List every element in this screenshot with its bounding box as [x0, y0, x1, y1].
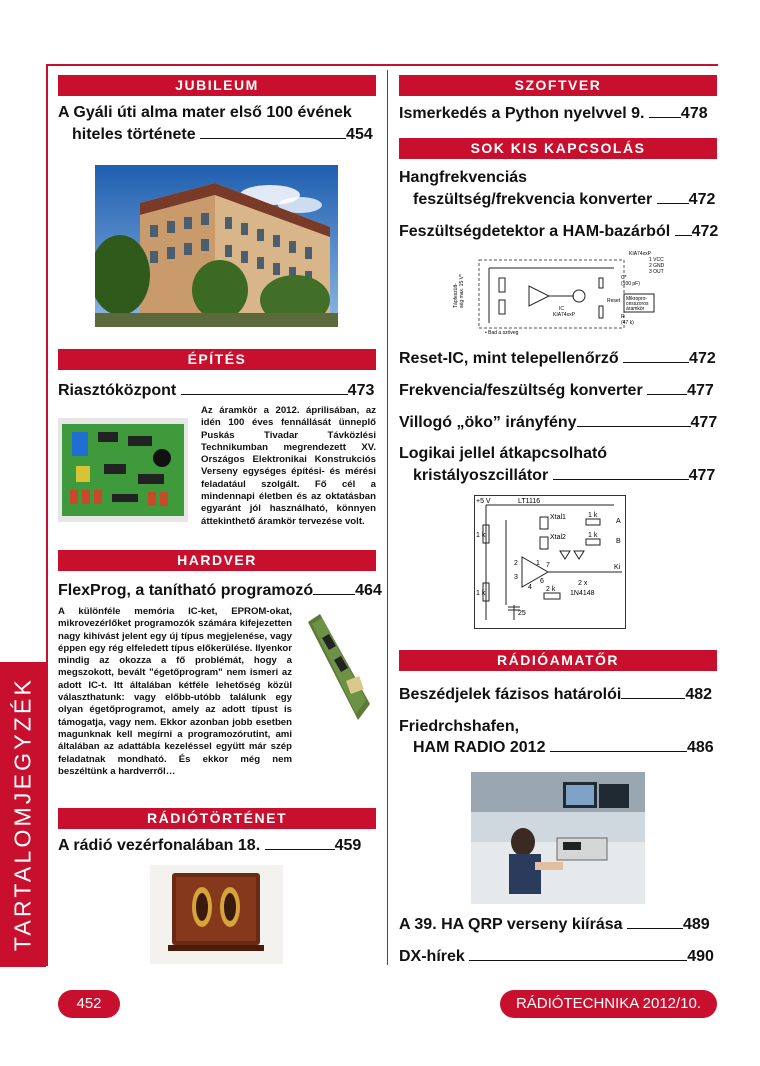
schematic-label: (100 pF)	[621, 281, 640, 287]
article-title: DX-hírek	[399, 948, 465, 965]
section-header-szoftver: SZOFTVER	[399, 75, 717, 96]
magazine-badge: RÁDIÓTECHNIKA 2012/10.	[500, 990, 717, 1018]
schematic-label: 1 VCC	[649, 257, 664, 263]
schematic-label: Ki	[614, 564, 621, 571]
schematic-label: 4	[528, 584, 532, 591]
schematic-label: (47 k)	[621, 320, 634, 326]
article-title-line: kristályoszcillátor	[413, 467, 549, 484]
article-entry-kristaly[interactable]	[413, 465, 715, 487]
article-entry-feszultsegdetektor[interactable]	[399, 221, 718, 243]
article-entry-beszedjelek[interactable]	[399, 684, 712, 706]
schematic-label: B	[616, 538, 621, 545]
schematic-label: Xtal2	[550, 534, 566, 541]
article-entry-villogo[interactable]	[399, 412, 717, 434]
schematic-label: 1 k	[476, 532, 486, 539]
schematic-label: 1 k	[588, 532, 598, 539]
article-entry-hangfrekvencias[interactable]	[413, 189, 715, 211]
school-building-photo	[95, 165, 338, 327]
article-entry-hamradio[interactable]	[413, 737, 714, 759]
schematic-label: Tápfeszült-	[453, 283, 459, 308]
article-title-line: HAM RADIO 2012	[413, 739, 546, 756]
article-entry-flexprog[interactable]	[58, 580, 382, 602]
section-header-jubileum: JUBILEUM	[58, 75, 376, 96]
programmer-board-photo	[300, 608, 376, 728]
section-header-kapcsolas: SOK KIS KAPCSOLÁS	[399, 138, 717, 159]
page-number: 478	[680, 105, 708, 122]
schematic-label: 1 k	[476, 590, 486, 597]
detector-schematic	[449, 248, 669, 338]
article-title-line: hiteles története	[72, 126, 196, 143]
schematic-label: 3	[514, 574, 518, 581]
article-title: Ismerkedés a Python nyelvvel 9.	[399, 105, 645, 122]
article-blurb: Az áramkör a 2012. áprilisában, az idén 100 éves fennállását ünneplő Puskás Tivadar Távközlési Technikumban megrendezett XV. Országos Elektronikai Konstrukciós Verseny egységes építési- és mérési feladatául szolgált. Fő cél a mindennapi életben és az oktatásban egyaránt jól használható, könnyen áttekinthető áramkör tervezése volt.	[201, 405, 376, 527]
antique-radio-photo	[150, 865, 283, 964]
schematic-label: ség max. 15 V*	[459, 274, 465, 308]
article-title: Reset-IC, mint telepellenőrző	[399, 350, 619, 367]
article-title-line[interactable]: Friedrchshafen,	[399, 718, 520, 735]
schematic-label: IC	[559, 306, 564, 312]
page-number: 477	[690, 414, 718, 431]
section-header-epites: ÉPÍTÉS	[58, 349, 376, 370]
page-number: 472	[689, 350, 716, 367]
schematic-label: 2	[514, 560, 518, 567]
page-number: 473	[347, 382, 375, 399]
schematic-label: 1	[536, 560, 540, 567]
oscillator-schematic	[474, 495, 626, 629]
article-entry-reset-ic[interactable]	[399, 348, 716, 370]
article-blurb: A különféle memória IC-ket, EPROM-okat, mikrovezérlőket programozók számára kifejezetten nagy kihívást jelent egy új típus megjelenése, vagy éppen egy rég elfeledett típus előkerülése. Ilyenkor mindig az okozza a fő problémát, hogy a megszokott, bevált "égetőprogram" nem ismeri az adott IC-t. Itt általában kétféle lehetőség közül választhatunk: vagy előbb-utóbb találunk egy olyan égetőprogramot, amely az adott típust is támogatja, vagy nem. Ekkor azonban jobb esetben magunknak kell megírni a programozórutint, ami általában az adattábla kezeléssel együtt már szép feladatnak mondható. És ekkor még nem beszéltünk a hardverről…	[58, 606, 292, 777]
column-divider	[387, 70, 388, 965]
article-title: Riasztóközpont	[58, 382, 177, 399]
schematic-label: 1 k	[588, 512, 598, 519]
page-number: 454	[346, 126, 373, 143]
page-number: 482	[685, 686, 713, 703]
schematic-label: 6	[540, 578, 544, 585]
schematic-label: 2 GND	[649, 263, 665, 269]
schematic-label: 3 OUT	[649, 269, 664, 275]
article-entry-riaszto[interactable]	[58, 380, 374, 402]
top-rule	[46, 64, 718, 66]
section-header-radiotortenet: RÁDIÓTÖRTÉNET	[58, 808, 376, 829]
article-entry-vezerfonal[interactable]	[58, 835, 361, 857]
article-title: FlexProg, a tanítható programozó	[58, 582, 314, 599]
article-title: A 39. HA QRP verseny kiírása	[399, 916, 623, 933]
article-entry-qrp[interactable]	[399, 914, 710, 936]
schematic-label: R	[621, 314, 625, 320]
article-title: Villogó „öko” irányfény	[399, 414, 577, 431]
left-rule	[46, 64, 48, 966]
schematic-label: LT1116	[518, 498, 541, 505]
schematic-label: 25	[518, 610, 526, 617]
page-number: 464	[355, 582, 382, 599]
schematic-label: 1N4148	[570, 590, 595, 597]
page-number: 490	[687, 948, 714, 965]
page-number: 477	[688, 467, 716, 484]
schematic-label: • Bad a szöveg	[485, 330, 519, 336]
ham-radio-expo-photo	[471, 772, 645, 904]
schematic-label: 2 x	[578, 580, 588, 587]
schematic-label: áramkör	[626, 306, 645, 312]
schematic-label: cesszoros	[626, 301, 649, 307]
page-number: 472	[691, 223, 719, 240]
schematic-label: A	[616, 518, 621, 525]
page-number: 486	[686, 739, 714, 756]
page-number: 489	[682, 916, 710, 933]
section-header-radioamator: RÁDIÓAMATŐR	[399, 650, 717, 671]
article-title: A rádió vezérfonalában 18.	[58, 837, 261, 854]
article-title-line[interactable]: A Gyáli úti alma mater első 100 évének	[58, 104, 352, 121]
schematic-label: Reset	[607, 298, 621, 304]
article-entry-frekvencia[interactable]	[399, 380, 714, 402]
article-entry-jubileum[interactable]	[72, 124, 373, 146]
schematic-label: Mikropro-	[626, 296, 648, 302]
article-title: Feszültségdetektor a HAM-bazárból	[399, 223, 671, 240]
article-title-line[interactable]: Logikai jellel átkapcsolható	[399, 445, 608, 462]
schematic-label: KIA74xxP	[553, 312, 575, 318]
circuit-board-photo	[58, 418, 188, 522]
page-number: 472	[688, 191, 716, 208]
section-header-hardver: HARDVER	[58, 550, 376, 571]
article-entry-dx[interactable]	[399, 946, 714, 968]
schematic-label: C*	[621, 275, 627, 281]
schematic-label: 7	[546, 562, 550, 569]
article-title-line: feszültség/frekvencia konverter	[413, 191, 653, 208]
article-entry-python[interactable]	[399, 103, 708, 125]
article-title-line[interactable]: Hangfrekvenciás	[399, 169, 528, 186]
page-number-badge: 452	[58, 990, 120, 1018]
side-tab	[0, 662, 46, 967]
schematic-label: 2 k	[546, 586, 556, 593]
article-title: Frekvencia/feszültség konverter	[399, 382, 643, 399]
article-title: Beszédjelek fázisos határolói	[399, 686, 622, 703]
side-label: TARTALOMJEGYZÉK	[9, 676, 36, 952]
page-number: 459	[334, 837, 362, 854]
schematic-label: +5 V	[476, 498, 491, 505]
schematic-label: Xtal1	[550, 514, 566, 521]
schematic-label: KIA74xxP	[629, 251, 651, 257]
page-number: 477	[687, 382, 714, 399]
